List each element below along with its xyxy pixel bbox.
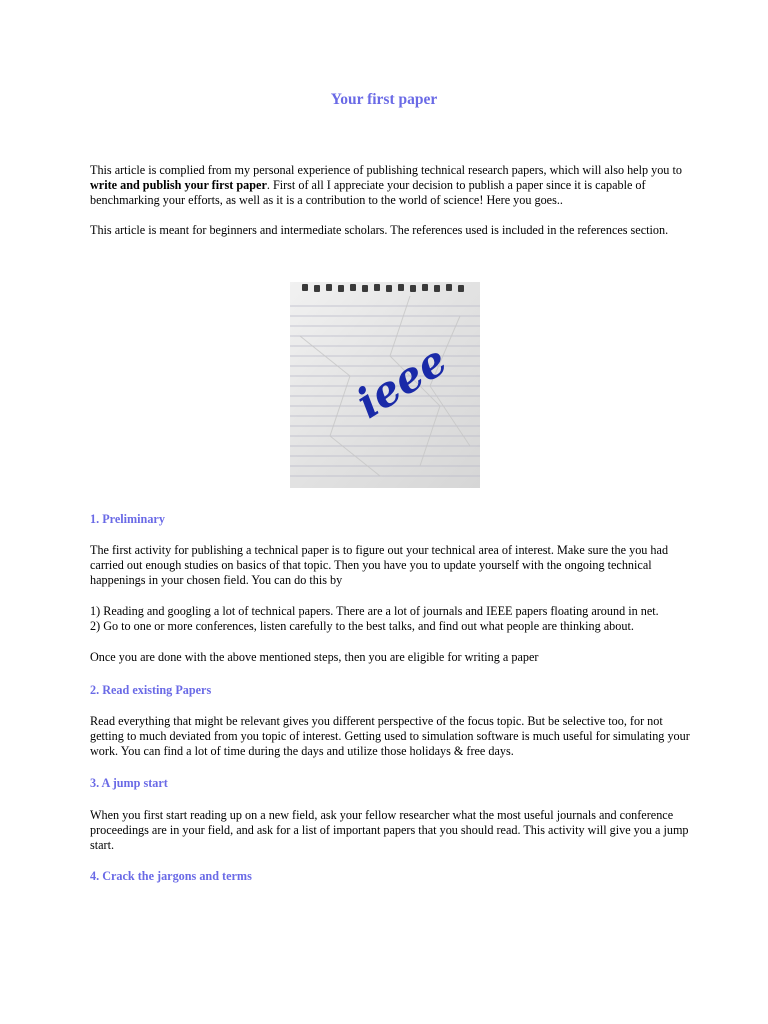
ieee-paper-image (290, 276, 480, 490)
intro-text-end: . First of all I appreciate your decision to publish a paper since it is capable of benchmarking your efforts, as well as it is a contribution to the world of science! Here you goes.. (90, 178, 646, 207)
jump-start-paragraph: When you first start reading up on a new field, ask your fellow researcher what the most useful journals and conference proceedings are in your field, and ask for a list of important papers that you should read. This activity will give you a jump start. (90, 808, 689, 852)
section-heading-preliminary: 1. Preliminary (90, 512, 165, 526)
intro-text-start: This article is complied from my personal experience of publishing technical research papers, which will also help you to (90, 163, 682, 177)
ieee-paper-illustration (290, 276, 480, 490)
preliminary-closing: Once you are done with the above mentioned steps, then you are eligible for writing a paper (90, 650, 539, 664)
preliminary-list-item-2: 2) Go to one or more conferences, listen carefully to the best talks, and find out what people are thinking about. (90, 619, 634, 633)
section-heading-crack-jargons: 4. Crack the jargons and terms (90, 869, 252, 883)
preliminary-list-item-1: 1) Reading and googling a lot of technical papers. There are a lot of journals and IEEE papers floating around in net. (90, 604, 659, 618)
intro-paragraph (90, 163, 690, 208)
section-heading-jump-start: 3. A jump start (90, 776, 168, 790)
audience-paragraph: This article is meant for beginners and intermediate scholars. The references used is included in the references section. (90, 223, 669, 237)
ieee-handwritten-text: ieee (347, 335, 456, 428)
intro-bold-text: write and publish your first paper (90, 178, 267, 192)
read-existing-papers-paragraph: Read everything that might be relevant gives you different perspective of the focus topic. But be selective too, for not getting to much deviated from you topic of interest. Getting used to simulation software is much useful for simulating your work. You can find a lot of time during the days and utilize those holidays & free days. (90, 714, 690, 758)
preliminary-paragraph: The first activity for publishing a technical paper is to figure out your technical area of interest. Make sure the you had carried out enough studies on basics of that topic. Then you have you to update yourself with the ongoing technical happenings in your chosen field. You can do this by (90, 543, 669, 587)
page-title: Your first paper (330, 91, 438, 108)
section-heading-read-existing-papers: 2. Read existing Papers (90, 683, 212, 697)
